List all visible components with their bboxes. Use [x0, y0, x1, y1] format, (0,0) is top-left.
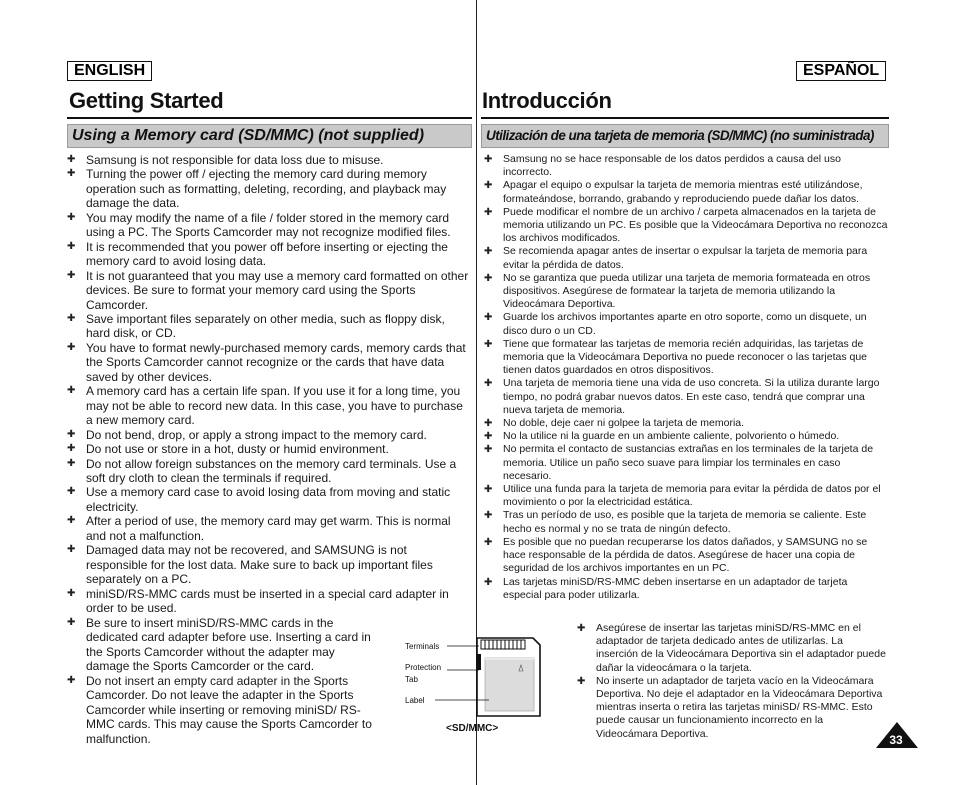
list-item: ✚ Samsung no se hace responsable de los datos perdidos a causa del uso incorrecto.	[484, 153, 888, 179]
list-item: ✚ Do not bend, drop, or apply a strong impact to the memory card.	[67, 428, 469, 442]
list-item: ✚ Las tarjetas miniSD/RS-MMC deben insertarse en un adaptador de tarjeta especial para poder utilizarla.	[484, 576, 888, 602]
list-item: ✚ You may modify the name of a file / folder stored in the memory card using a PC. The Sports Camcorder may not recognize modified files.	[67, 211, 469, 240]
list-item: ✚ No doble, deje caer ni golpee la tarjeta de memoria.	[484, 417, 888, 430]
list-item: ✚ Samsung is not responsible for data loss due to misuse.	[67, 153, 469, 167]
spanish-bullet-list	[484, 153, 888, 602]
sd-card-diagram	[385, 628, 565, 736]
label-protection: Protection	[405, 663, 442, 672]
list-item: ✚ No se garantiza que pueda utilizar una tarjeta de memoria formateada en otros dispositivos. Asegúrese de formatear la tarjeta de memoria utilizando la Videocámara Deportiva.	[484, 272, 888, 312]
sd-card-icon	[477, 638, 540, 716]
title-rule-spanish	[481, 117, 889, 119]
list-item: ✚ Tiene que formatear las tarjetas de memoria recién adquiridas, las tarjetas de memoria que la Videocámara Deportiva no puede reconocer o las tarjetas que tienen datos guardados en otros dispositivos.	[484, 338, 888, 378]
list-item: ✚ A memory card has a certain life span. If you use it for a long time, you may not be able to record new data. In this case, you have to purchase a new memory card.	[67, 384, 469, 427]
list-item: ✚ Use a memory card case to avoid losing data from moving and static electricity.	[67, 485, 469, 514]
list-item: ✚ Do not insert an empty card adapter in the Sports Camcorder. Do not leave the adapter in the Sports Camcorder while inserting or removing miniSD/ RS-MMC cards. This may cause the Sports Camcorder to malfunction.	[67, 674, 380, 746]
list-item: ✚ miniSD/RS-MMC cards must be inserted in a special card adapter in order to be used.	[67, 587, 469, 616]
english-bullet-list	[67, 153, 469, 616]
list-item: ✚ Be sure to insert miniSD/RS-MMC cards in the dedicated card adapter before use. Inserting a card in the Sports Camcorder without the adapter may damage the Sports Camcorder or the card.	[67, 616, 380, 674]
list-item: ✚ No permita el contacto de sustancias extrañas en los terminales de la tarjeta de memoria. Utilice un paño seco suave para limpiar los terminales en caso necesario.	[484, 443, 888, 483]
list-item: ✚ Es posible que no puedan recuperarse los datos dañados, y SAMSUNG no se hace responsable de la pérdida de datos. Asegúrese de hacer una copia de seguridad de los archivos importantes en un PC.	[484, 536, 888, 576]
label-tab: Tab	[405, 675, 418, 684]
page-number: 33	[889, 733, 903, 747]
list-item: ✚ Do not allow foreign substances on the memory card terminals. Use a soft dry cloth to clean the terminals if required.	[67, 457, 469, 486]
list-item: ✚ Save important files separately on other media, such as floppy disk, hard disk, or CD.	[67, 312, 469, 341]
section-heading-english-text: Using a Memory card (SD/MMC) (not supplied)	[72, 127, 425, 144]
list-item: ✚ Asegúrese de insertar las tarjetas miniSD/RS-MMC en el adaptador de tarjeta dedicado antes de utilizarlas. La inserción de la Videocámara Deportiva sin el adaptador puede dañar la videocámara o la tarjeta.	[577, 622, 887, 675]
page-number-badge	[876, 722, 918, 748]
figure-caption: <SD/MMC>	[446, 723, 499, 734]
label-terminals: Terminals	[405, 642, 440, 651]
list-item: ✚ Una tarjeta de memoria tiene una vida de uso concreta. Si la utiliza durante largo tiempo, no podrá grabar nuevos datos. En este caso, tendrá que comprar una nueva tarjeta de memoria.	[484, 377, 888, 417]
list-item: ✚ After a period of use, the memory card may get warm. This is normal and not a malfunction.	[67, 514, 469, 543]
list-item: ✚ Guarde los archivos importantes aparte en otro soporte, como un disquete, un disco duro o un CD.	[484, 311, 888, 337]
list-item: ✚ Se recomienda apagar antes de insertar o expulsar la tarjeta de memoria para evitar la pérdida de datos.	[484, 245, 888, 271]
spanish-bullet-list-narrow	[577, 622, 887, 741]
list-item: ✚ Puede modificar el nombre de un archivo / carpeta almacenados en la tarjeta de memoria utilizando un PC. Es posible que la Videocámara Deportiva no reconozca los archivos modificados.	[484, 206, 888, 246]
sd-card-figure	[385, 628, 565, 736]
page-title-spanish: Introducción	[482, 88, 612, 113]
label-label: Label	[405, 696, 425, 705]
list-item: ✚ No inserte un adaptador de tarjeta vacío en la Videocámara Deportiva. No deje el adaptador en la Videocámara Deportiva mientras inserta o retira las tarjetas miniSD/ RS-MMC. Esto puede causar un funcionamiento incorrecto en la Videocámara Deportiva.	[577, 675, 887, 741]
list-item: ✚ Turning the power off / ejecting the memory card during memory operation such as formatting, deleting, recording, and playback may damage the data.	[67, 167, 469, 210]
page-title-english: Getting Started	[69, 88, 224, 113]
section-heading-spanish	[481, 124, 889, 148]
english-badge: ENGLISH	[67, 61, 152, 81]
list-item: ✚ Damaged data may not be recovered, and SAMSUNG is not responsible for the lost data. Make sure to back up important files separately on a PC.	[67, 543, 469, 586]
list-item: ✚ You have to format newly-purchased memory cards, memory cards that the Sports Camcorder cannot recognize or the cards that have data saved by other devices.	[67, 341, 469, 384]
section-heading-spanish-text: Utilización de una tarjeta de memoria (SD/MMC) (no suministrada)	[486, 128, 874, 143]
list-item: ✚ It is not guaranteed that you may use a memory card formatted on other devices. Be sure to format your memory card using the Sports Camcorder.	[67, 269, 469, 312]
spanish-badge: ESPAÑOL	[796, 61, 886, 81]
english-bullet-list-narrow	[67, 616, 380, 746]
list-item: ✚ Do not use or store in a hot, dusty or humid environment.	[67, 442, 469, 456]
section-heading-english	[67, 124, 472, 148]
title-rule-english	[67, 117, 472, 119]
list-item: ✚ Utilice una funda para la tarjeta de memoria para evitar la pérdida de datos por el movimiento o por la electricidad estática.	[484, 483, 888, 509]
list-item: ✚ Apagar el equipo o expulsar la tarjeta de memoria mientras esté utilizándose, formateándose, borrando, grabando y reproduciendo puede dañar los datos.	[484, 179, 888, 205]
list-item: ✚ Tras un período de uso, es posible que la tarjeta de memoria se caliente. Este hecho es normal y no se trata de ningún defecto.	[484, 509, 888, 535]
list-item: ✚ No la utilice ni la guarde en un ambiente caliente, polvoriento o húmedo.	[484, 430, 888, 443]
list-item: ✚ It is recommended that you power off before inserting or ejecting the memory card to avoid losing data.	[67, 240, 469, 269]
